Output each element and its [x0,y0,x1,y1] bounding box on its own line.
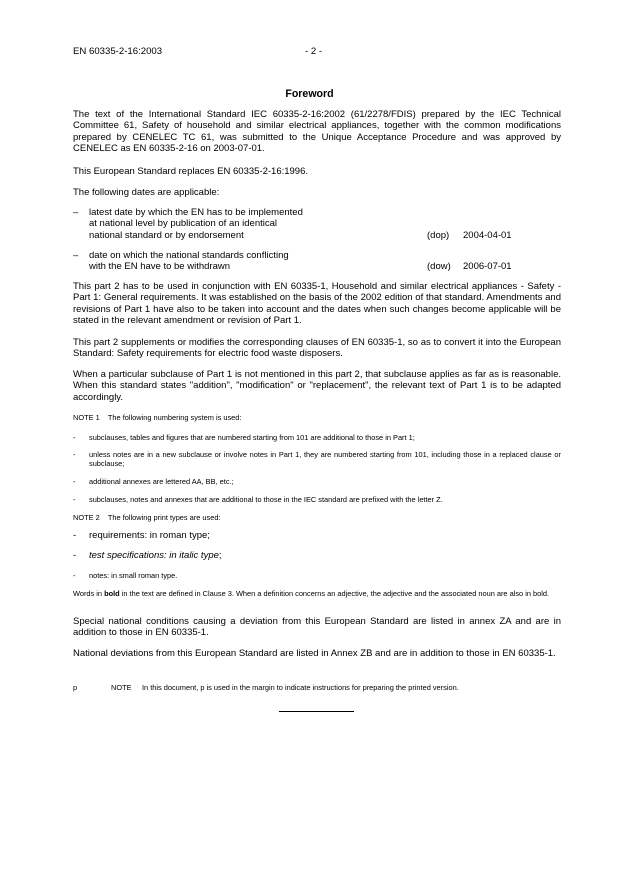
note-label: NOTE [111,683,132,692]
italic-text: test specifications: in italic type [89,550,219,561]
text-line: date on which the national standards conflicting [89,250,289,261]
text-line: at national level by publication of an identical [89,218,278,230]
list-dash: – [73,250,79,261]
print-type-requirements [73,530,561,542]
bold-text: bold [104,589,120,598]
print-type-test [73,550,561,562]
print-type-text [89,550,529,561]
note-1-item [73,433,561,443]
paragraph-national-deviations: National deviations from this European Standard are listed in Annex ZB and are in addition to those in EN 60335-1. [73,648,556,659]
paragraph-bold-words [73,589,561,598]
date-value: 2004-04-01 [463,229,512,241]
list-dash: – [73,207,79,218]
date-item-dop [73,207,561,243]
paragraph-intro: The text of the International Standard IEC 60335-2-16:2002 (61/2278/FDIS) prepared by the IEC Technical Committee 61, Safety of household and similar electrical appliances, together with the common modifications prepared by CENELEC TC 61, was submitted to the Unique Acceptance Procedure and was approved by CENELEC as EN 60335-2-16 on 2003-07-01. [73,109,561,155]
end-rule [279,711,354,712]
note-text: The following numbering system is used: [107,413,242,422]
text-line: national standard or by endorsement [89,229,244,241]
note-1-item [73,495,561,505]
note-item-text: additional annexes are lettered AA, BB, etc.; [89,477,234,486]
text-part: Words in [73,589,105,598]
print-type-text: requirements: in roman type; [89,530,210,541]
paragraph-replaces: This European Standard replaces EN 60335-2-16:1996. [73,166,309,177]
paragraph-dates-intro: The following dates are applicable: [73,187,220,198]
list-dash: - [73,530,77,541]
print-type-notes [73,571,561,581]
date-item-description [89,207,329,241]
paragraph-conjunction: This part 2 has to be used in conjunction with EN 60335-1, Household and similar electrical appliances - Safety - Part 1: General requirements. It was established on the basis of the 2002 edition of that standard. Amendments and revisions of Part 1 have also to be taken into account and the dates when such changes become applicable will be stated in the relevant amendment or revision of Part 1. [73,281,561,327]
note-1-item [73,450,561,470]
note-label: NOTE 2 [73,513,100,522]
text-line: latest date by which the EN has to be implemented [89,207,303,218]
margin-symbol: p [73,683,78,692]
header-doc-id: EN 60335-2-16:2003 [73,46,163,57]
note-item-text: subclauses, notes and annexes that are additional to those in the IEC standard are prefixed with the letter Z. [89,495,443,504]
date-item-dow [73,250,561,274]
date-value: 2006-07-01 [463,261,512,273]
note-1 [73,413,561,422]
date-abbreviation: (dow) [427,261,451,273]
list-dash: - [73,571,76,580]
note-label: NOTE 1 [73,413,100,422]
text-part: in the text are defined in Clause 3. When a definition concerns an adjective, the adjective and the associated noun are also in bold. [119,589,550,598]
note-text: In this document, p is used in the margin to indicate instructions for preparing the printed version. [142,683,459,692]
list-dash: - [73,450,76,459]
note-1-item [73,477,561,487]
list-dash: - [73,477,76,486]
date-item-description [89,250,329,273]
page-title: Foreword [285,88,334,100]
list-dash: - [73,433,76,442]
paragraph-supplements: This part 2 supplements or modifies the corresponding clauses of EN 60335-1, so as to convert it into the European Standard: Safety requirements for electric food waste disposers. [73,337,561,360]
print-type-text: notes: in small roman type. [89,571,178,580]
list-dash: - [73,495,76,504]
note-item-text: unless notes are in a new subclause or involve notes in Part 1, they are numbered starting from 101, including those in a replaced clause or subclause; [89,450,561,469]
list-dash: - [73,550,77,561]
note-item-text: subclauses, tables and figures that are numbered starting from 101 are additional to those in Part 1; [89,433,415,442]
note-2 [73,513,561,522]
text-line: with the EN have to be withdrawn [89,261,230,273]
header-page-number: - 2 - [305,46,323,57]
date-abbreviation: (dop) [427,229,450,241]
punctuation: ; [218,550,222,561]
paragraph-subclause: When a particular subclause of Part 1 is not mentioned in this part 2, that subclause applies as far as is reasonable. When this standard states "addition", "modification" or "replacement", the relevant text of Part 1 is to be adapted accordingly. [73,369,561,403]
note-text: The following print types are used: [107,513,221,522]
paragraph-special-conditions: Special national conditions causing a deviation from this European Standard are listed in annex ZA and are in addition to those in EN 60335-1. [73,616,561,639]
